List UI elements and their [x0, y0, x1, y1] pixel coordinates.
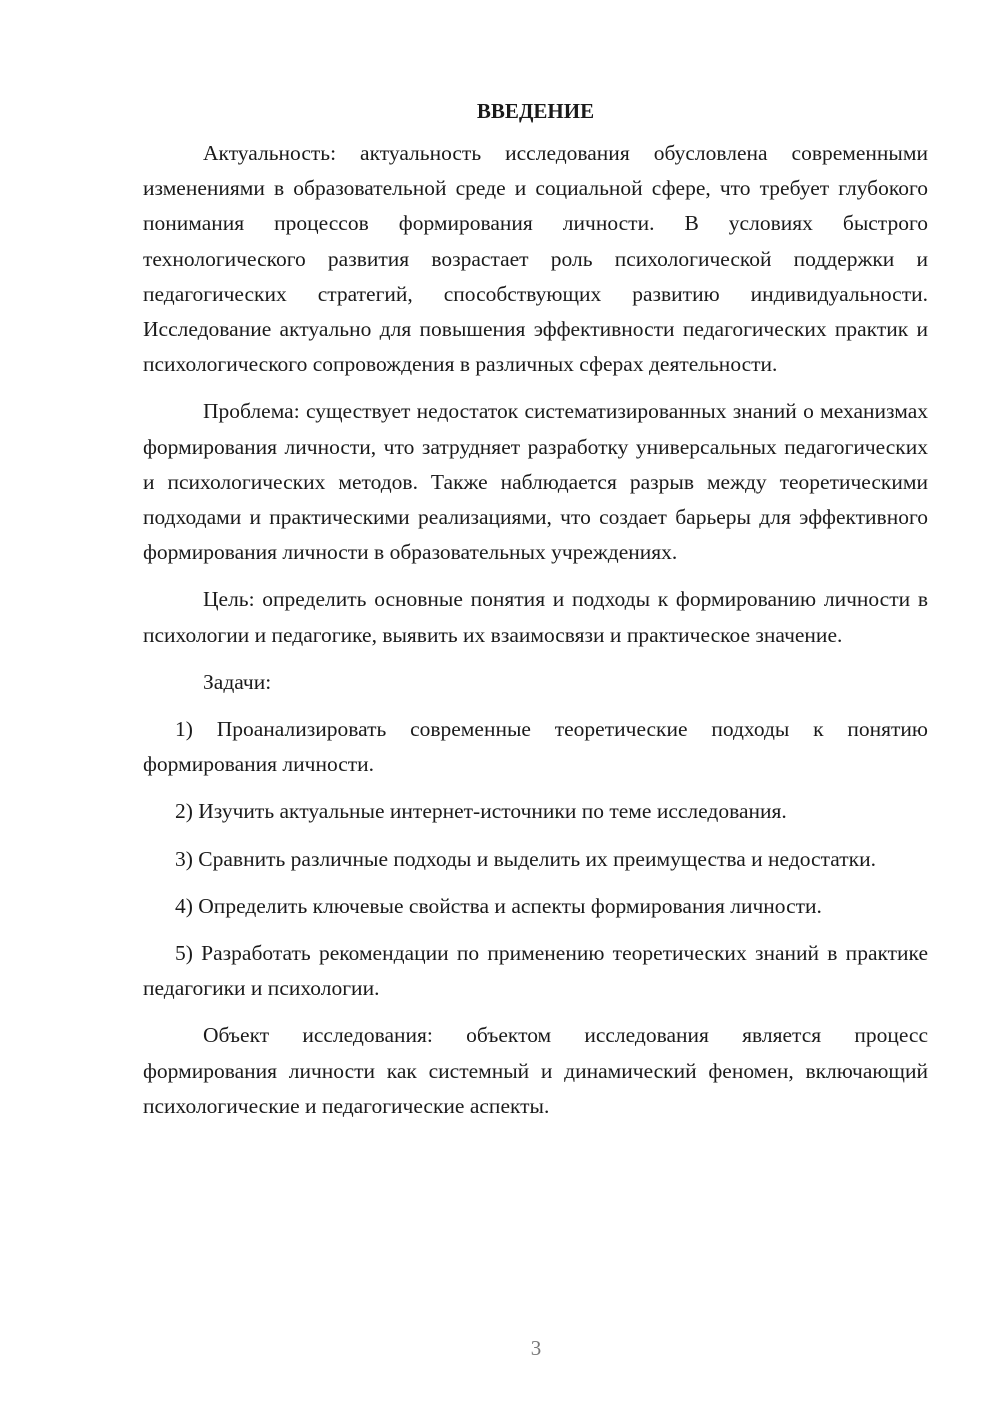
goal-paragraph: Цель: определить основные понятия и подходы к формированию личности в психологии и педагогике, выявить их взаимосвязи и практическое значение. [143, 587, 928, 647]
page-content [143, 94, 928, 1136]
section-title: ВВЕДЕНИЕ [476, 99, 595, 123]
task-item-3: 3) Сравнить различные подходы и выделить их преимущества и недостатки. [175, 846, 876, 871]
problem-paragraph: Проблема: существует недостаток систематизированных знаний о механизмах формирования личности, что затрудняет разработку универсальных педагогических и психологических методов. Также наблюдается разрыв между теоретическими подходами и практическими реализациями, что создает барьеры для эффективного формирования личности в образовательных учреждениях. [143, 399, 928, 565]
page-number: 3 [530, 1336, 542, 1360]
task-item-1: 1) Проанализировать современные теоретические подходы к понятию формирования личности. [143, 717, 928, 777]
relevance-paragraph: Актуальность: актуальность исследования обусловлена современными изменениями в образовательной среде и социальной сфере, что требует глубокого понимания процессов формирования личности. В условиях быстрого технологического развития возрастает роль психологической поддержки и педагогических стратегий, способствующих развитию индивидуальности. Исследование актуально для повышения эффективности педагогических практик и психологического сопровождения в различных сферах деятельности. [143, 141, 928, 377]
task-item-2: 2) Изучить актуальные интернет-источники по теме исследования. [175, 799, 787, 824]
tasks-heading: Задачи: [203, 669, 272, 694]
task-item-4: 4) Определить ключевые свойства и аспекты формирования личности. [175, 893, 822, 918]
task-item-5: 5) Разработать рекомендации по применению теоретических знаний в практике педагогики и психологии. [143, 941, 928, 1001]
object-paragraph: Объект исследования: объектом исследования является процесс формирования личности как системный и динамический феномен, включающий психологические и педагогические аспекты. [143, 1023, 928, 1118]
